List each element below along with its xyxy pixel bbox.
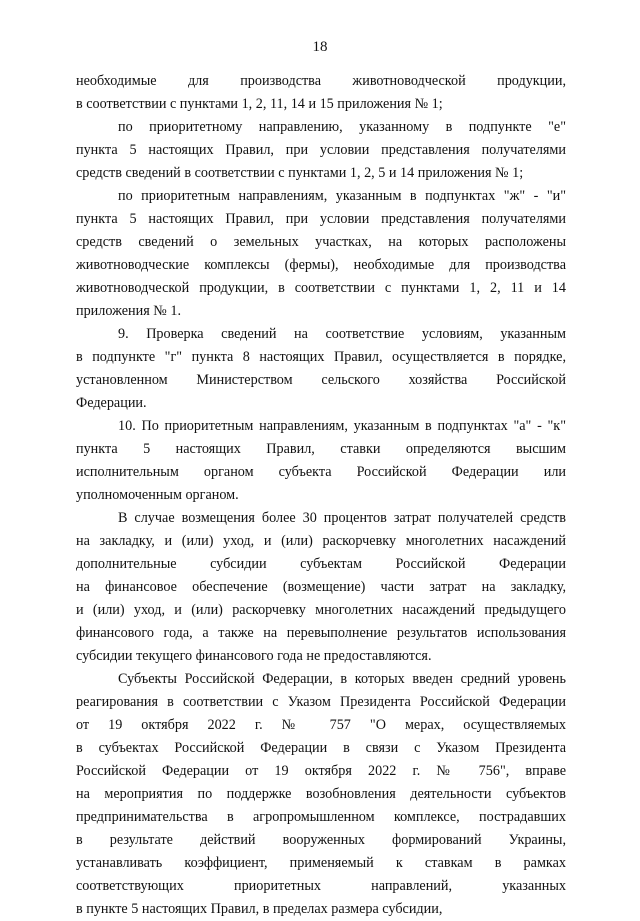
text-line: исполнительным органом субъекта Российской Федерации или bbox=[76, 464, 566, 480]
text-line: и (или) уход, и (или) раскорчевку многолетних насаждений предыдущего bbox=[76, 602, 566, 618]
text-line: на закладку, и (или) уход, и (или) раскорчевку многолетних насаждений bbox=[76, 533, 566, 549]
text-line: уполномоченным органом. bbox=[76, 487, 239, 503]
text-line: установленном Министерством сельского хозяйства Российской bbox=[76, 372, 566, 388]
text-line: животноводческие комплексы (фермы), необходимые для производства bbox=[76, 257, 566, 273]
text-line: в подпункте "г" пункта 8 настоящих Правил, осуществляется в порядке, bbox=[76, 349, 566, 365]
paragraph bbox=[76, 116, 566, 185]
text-line: предпринимательства в агропромышленном комплексе, пострадавших bbox=[76, 809, 566, 825]
text-line: по приоритетному направлению, указанному в подпункте "е" bbox=[118, 119, 566, 135]
text-line: приложения № 1. bbox=[76, 303, 181, 319]
text-line: средств сведений о земельных участках, на которых расположены bbox=[76, 234, 566, 250]
text-line: необходимые для производства животноводческой продукции, bbox=[76, 73, 566, 89]
paragraph bbox=[76, 507, 566, 668]
page-number: 18 bbox=[312, 39, 328, 55]
text-line: на финансовое обеспечение (возмещение) части затрат на закладку, bbox=[76, 579, 566, 595]
text-line: Федерации. bbox=[76, 395, 147, 411]
text-line: соответствующих приоритетных направлений, указанных bbox=[76, 878, 566, 894]
paragraph bbox=[76, 415, 566, 507]
text-line: на мероприятия по поддержке возобновления деятельности субъектов bbox=[76, 786, 566, 802]
text-line: в результате действий вооруженных формирований Украины, bbox=[76, 832, 566, 848]
paragraph bbox=[76, 668, 566, 921]
document-body bbox=[76, 70, 566, 921]
text-line: финансового года, а также на перевыполнение результатов использования bbox=[76, 625, 566, 641]
text-line: пункта 5 настоящих Правил, при условии представления получателями bbox=[76, 142, 566, 158]
paragraph bbox=[76, 185, 566, 323]
text-line: реагирования в соответствии с Указом Президента Российской Федерации bbox=[76, 694, 566, 710]
text-line: В случае возмещения более 30 процентов затрат получателей средств bbox=[118, 510, 566, 526]
text-line: 10. По приоритетным направлениям, указанным в подпунктах "а" - "к" bbox=[118, 418, 566, 434]
text-line: субсидии текущего финансового года не предоставляются. bbox=[76, 648, 432, 664]
paragraph bbox=[76, 323, 566, 415]
text-line: дополнительные субсидии субъектам Российской Федерации bbox=[76, 556, 566, 572]
text-line: пункта 5 настоящих Правил, при условии представления получателями bbox=[76, 211, 566, 227]
text-line: пункта 5 настоящих Правил, ставки определяются высшим bbox=[76, 441, 566, 457]
text-line: от 19 октября 2022 г. № 757 "О мерах, осуществляемых bbox=[76, 717, 566, 733]
text-line: в пункте 5 настоящих Правил, в пределах размера субсидии, bbox=[76, 901, 443, 917]
text-line: 9. Проверка сведений на соответствие условиям, указанным bbox=[118, 326, 566, 342]
text-line: животноводческой продукции, в соответствии с пунктами 1, 2, 11 и 14 bbox=[76, 280, 566, 296]
text-line: средств сведений в соответствии с пунктами 1, 2, 5 и 14 приложения № 1; bbox=[76, 165, 524, 181]
text-line: Российской Федерации от 19 октября 2022 г. № 756", вправе bbox=[76, 763, 566, 779]
paragraph bbox=[76, 70, 566, 116]
text-line: устанавливать коэффициент, применяемый к ставкам в рамках bbox=[76, 855, 566, 871]
text-line: Субъекты Российской Федерации, в которых введен средний уровень bbox=[118, 671, 566, 687]
text-line: в субъектах Российской Федерации в связи с Указом Президента bbox=[76, 740, 566, 756]
text-line: по приоритетным направлениям, указанным в подпунктах "ж" - "и" bbox=[118, 188, 566, 204]
text-line: в соответствии с пунктами 1, 2, 11, 14 и 15 приложения № 1; bbox=[76, 96, 443, 112]
